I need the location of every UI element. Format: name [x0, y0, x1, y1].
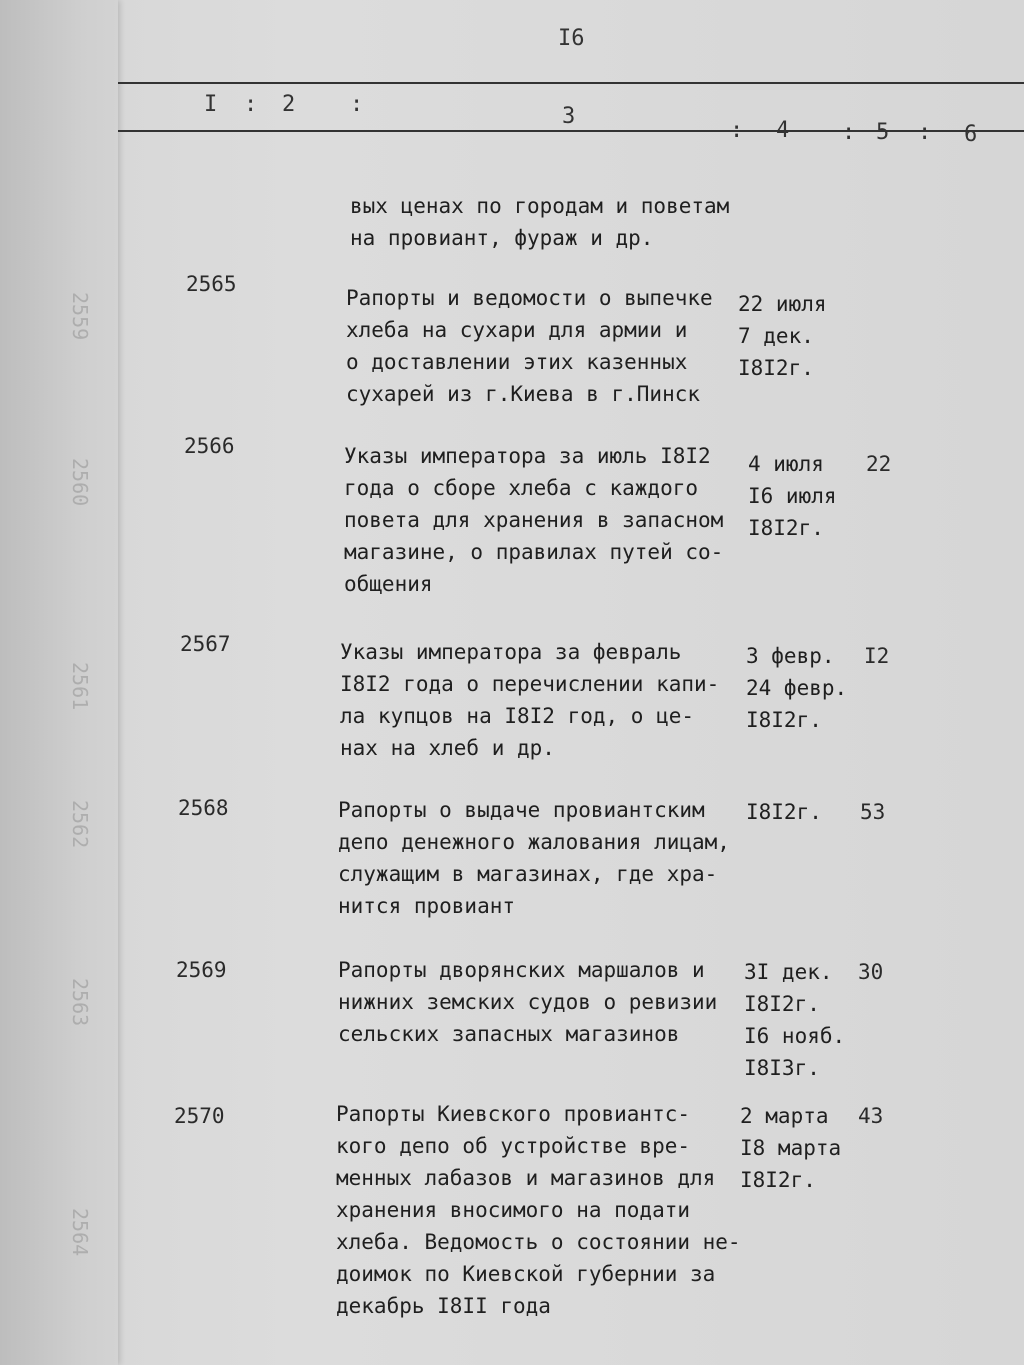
- text-line: менных лабазов и магазинов для: [336, 1166, 716, 1190]
- text-line: хлеба. Ведомость о состоянии не-: [336, 1230, 741, 1254]
- entry-description: [338, 954, 717, 1050]
- entry-number: 2565: [186, 272, 237, 296]
- text-line: сухарей из г.Киева в г.Пинск: [346, 382, 701, 406]
- text-line: Указы императора за июль I8I2: [344, 444, 711, 468]
- text-line: Рапорты о выдаче провиантским: [338, 798, 705, 822]
- date-line: 3 февр.: [746, 644, 835, 668]
- text-line: кого депо об устройстве вре-: [336, 1134, 691, 1158]
- page-number: I6: [558, 26, 585, 51]
- text-line: доимок по Киевской губернии за: [336, 1262, 716, 1286]
- date-line: I8I2г.: [746, 708, 822, 732]
- text-line: сельских запасных магазинов: [338, 1022, 680, 1046]
- date-line: 4 июля: [748, 452, 824, 476]
- entry-dates: [748, 448, 837, 544]
- column-header-4: 4: [776, 118, 790, 143]
- entry-number: 2567: [180, 632, 231, 656]
- text-line: хранения вносимого на подати: [336, 1198, 691, 1222]
- date-line: 24 февр.: [746, 676, 848, 700]
- entry-sheets: 22: [866, 452, 892, 476]
- column-separator: :: [918, 120, 932, 145]
- entry-description: [336, 1098, 741, 1322]
- entry-dates: [740, 1100, 841, 1196]
- date-line: 7 дек.: [738, 324, 814, 348]
- text-line: нах на хлеб и др.: [340, 736, 555, 760]
- text-line: общения: [344, 572, 433, 596]
- entry-number: 2568: [178, 796, 229, 820]
- entry-description: [346, 282, 713, 410]
- text-line: магазине, о правилах путей со-: [344, 540, 724, 564]
- column-separator: :: [350, 92, 364, 117]
- book-spine: [0, 0, 118, 1365]
- column-header-6: 6: [964, 122, 978, 147]
- date-line: I8I2г.: [746, 800, 822, 824]
- entry-dates: [738, 288, 827, 384]
- text-line: нится провиант: [338, 894, 516, 918]
- date-line: I6 нояб.: [744, 1024, 846, 1048]
- date-line: I8 марта: [740, 1136, 842, 1160]
- entry-number: 2570: [174, 1104, 225, 1128]
- text-line: Рапорты Киевского провиантс-: [336, 1102, 691, 1126]
- column-separator: :: [842, 120, 856, 145]
- entry-sheets: I2: [864, 644, 890, 668]
- entry-dates: [744, 956, 845, 1084]
- date-line: I8I3г.: [744, 1056, 820, 1080]
- margin-ghost-number: 2559: [68, 292, 92, 341]
- entry-number: 2566: [184, 434, 235, 458]
- column-header-2: 2: [282, 92, 296, 117]
- entry-sheets: 30: [858, 960, 884, 984]
- margin-ghost-number: 2560: [68, 458, 92, 507]
- margin-ghost-number: 2562: [68, 800, 92, 849]
- date-line: 3I дек.: [744, 960, 833, 984]
- text-line: вых ценах по городам и поветам: [350, 194, 730, 218]
- entry-dates: [746, 796, 822, 828]
- date-line: I6 июля: [748, 484, 837, 508]
- date-line: I8I2г.: [744, 992, 820, 1016]
- text-line: повета для хранения в запасном: [344, 508, 724, 532]
- date-line: 2 марта: [740, 1104, 829, 1128]
- text-line: года о сборе хлеба с каждого: [344, 476, 699, 500]
- entry-sheets: 43: [858, 1104, 884, 1128]
- text-line: Рапорты и ведомости о выпечке: [346, 286, 713, 310]
- entry-description: [344, 440, 723, 600]
- text-line: декабрь I8II года: [336, 1294, 551, 1318]
- entry-number: 2569: [176, 958, 227, 982]
- column-header-3: 3: [562, 104, 576, 129]
- text-line: Рапорты дворянских маршалов и: [338, 958, 705, 982]
- column-separator: :: [730, 118, 744, 143]
- entry-description: [340, 636, 719, 764]
- entry-sheets: 53: [860, 800, 886, 824]
- date-line: I8I2г.: [740, 1168, 816, 1192]
- margin-ghost-number: 2563: [68, 978, 92, 1027]
- column-header-1: I: [204, 92, 218, 117]
- margin-ghost-number: 2561: [68, 662, 92, 711]
- header-top-rule: [118, 82, 1024, 84]
- text-line: I8I2 года о перечислении капи-: [340, 672, 720, 696]
- column-header-5: 5: [876, 120, 890, 145]
- text-line: служащим в магазинах, где хра-: [338, 862, 718, 886]
- text-line: о доставлении этих казенных: [346, 350, 688, 374]
- text-line: нижних земских судов о ревизии: [338, 990, 718, 1014]
- entry-description: [338, 794, 730, 922]
- text-line: Указы императора за февраль: [340, 640, 682, 664]
- date-line: I8I2г.: [738, 356, 814, 380]
- text-line: депо денежного жалования лицам,: [338, 830, 730, 854]
- column-separator: :: [244, 92, 258, 117]
- entry-dates: [746, 640, 847, 736]
- date-line: I8I2г.: [748, 516, 824, 540]
- margin-ghost-number: 2564: [68, 1208, 92, 1257]
- text-line: хлеба на сухари для армии и: [346, 318, 688, 342]
- date-line: 22 июля: [738, 292, 827, 316]
- text-line: ла купцов на I8I2 год, о це-: [340, 704, 695, 728]
- continuation-text: [350, 190, 729, 254]
- text-line: на провиант, фураж и др.: [350, 226, 654, 250]
